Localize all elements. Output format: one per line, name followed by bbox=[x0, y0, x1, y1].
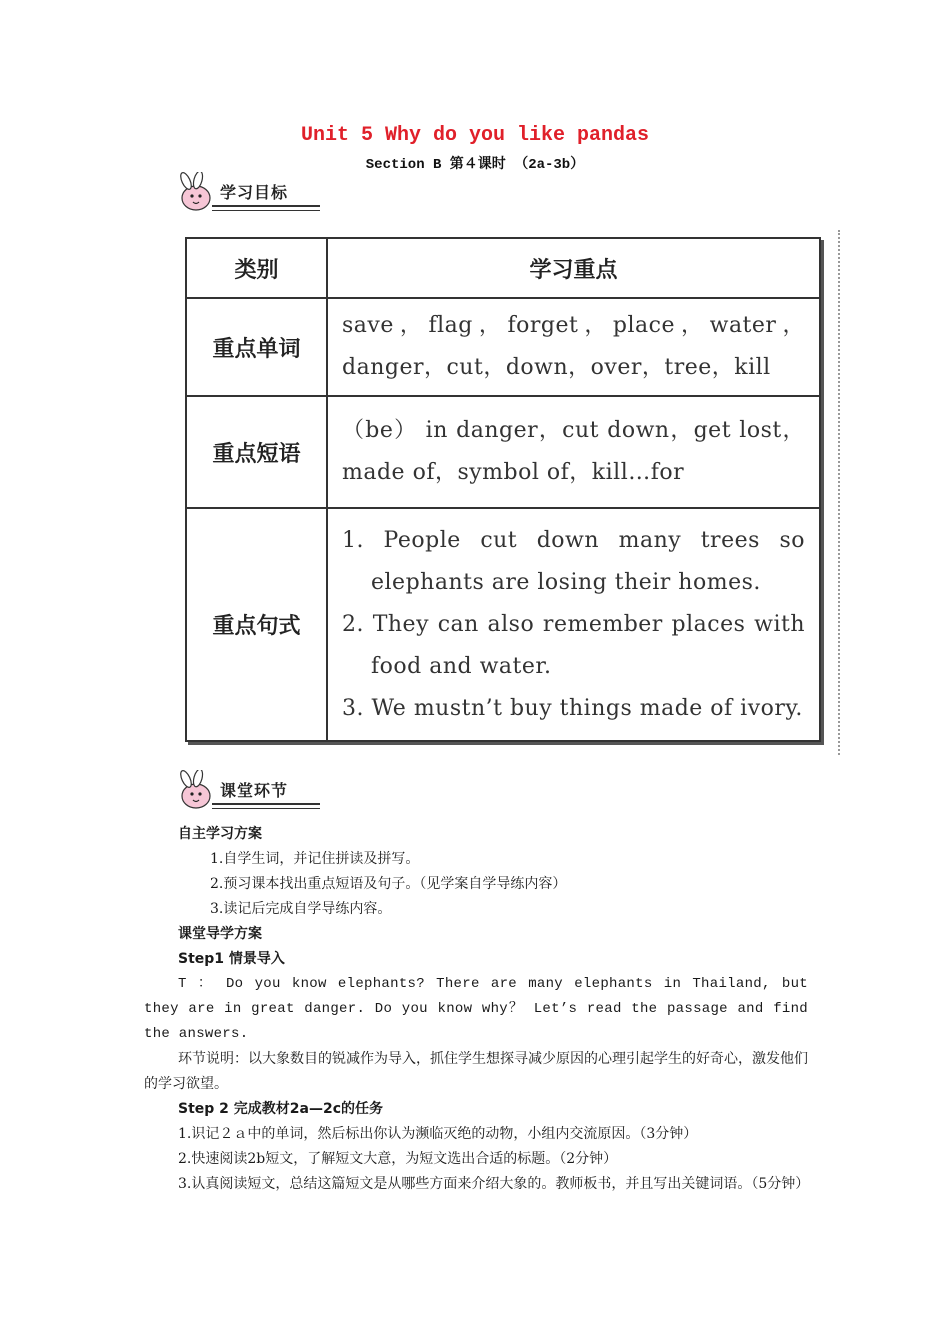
self-study-heading: 自主学习方案 bbox=[178, 826, 262, 842]
row-content-sentences bbox=[327, 508, 820, 741]
document-subtitle: Section B 第４课时 （2a-3b） bbox=[365, 157, 585, 173]
step1-dialogue: T ： Do you know elephants? There are many elephants in Thailand, but they are in great danger. Do you know why？ Let’s read the passage and find the answers. bbox=[144, 976, 808, 1042]
class-procedure-label: 课堂环节 bbox=[220, 781, 289, 800]
badge-underline bbox=[212, 205, 320, 211]
learning-goals-label: 学习目标 bbox=[220, 183, 289, 202]
row-category: 重点短语 bbox=[186, 396, 327, 508]
row-category: 重点句式 bbox=[186, 508, 327, 741]
step1-heading: Step1 情景导入 bbox=[178, 951, 285, 967]
key-sentence: 3. We mustn’t buy things made of ivory. bbox=[342, 695, 803, 721]
list-item: 1.自学生词，并记住拼读及拼写。 bbox=[210, 851, 420, 867]
lesson-plan-body bbox=[144, 822, 808, 1197]
table-row bbox=[186, 396, 820, 508]
list-item: 3.读记后完成自学导练内容。 bbox=[210, 901, 392, 917]
key-points-table bbox=[185, 237, 821, 742]
scan-edge-dots bbox=[838, 230, 842, 755]
list-item: 3.认真阅读短文，总结这篇短文是从哪些方面来介绍大象的。教师板书，并且写出关键词语。（5分钟） bbox=[178, 1176, 810, 1192]
key-sentence: 2. They can also remember places with food and water. bbox=[342, 611, 805, 679]
table-header-category: 类别 bbox=[186, 238, 327, 298]
rabbit-mascot-icon bbox=[172, 770, 214, 810]
list-item: 2.预习课本找出重点短语及句子。（见学案自学导练内容） bbox=[210, 876, 567, 892]
rabbit-mascot-icon bbox=[172, 172, 214, 212]
learning-goals-badge bbox=[172, 172, 320, 212]
list-item: 2.快速阅读2b短文，了解短文大意，为短文选出合适的标题。（2分钟） bbox=[178, 1151, 618, 1167]
row-content-phrases: （be） in danger，cut down，get lost，made of，symbol of，kill…for bbox=[327, 396, 820, 508]
badge-underline bbox=[212, 803, 320, 809]
key-sentence: 1. People cut down many trees so elephants are losing their homes. bbox=[342, 527, 805, 595]
table-row bbox=[186, 298, 820, 396]
list-item: 1.识记２ａ中的单词，然后标出你认为濒临灭绝的动物，小组内交流原因。（3分钟） bbox=[178, 1126, 698, 1142]
row-content-words: save，flag，forget，place，water，danger，cut，down，over，tree，kill bbox=[327, 298, 820, 396]
document-title: Unit 5 Why do you like pandas bbox=[300, 124, 650, 147]
step1-note: 环节说明：以大象数目的锐减作为导入，抓住学生想探寻减少原因的心理引起学生的好奇心，激发他们的学习欲望。 bbox=[144, 1051, 808, 1092]
step2-heading: Step 2 完成教材2a—2c的任务 bbox=[178, 1101, 384, 1117]
table-header-focus: 学习重点 bbox=[327, 238, 820, 298]
row-category: 重点单词 bbox=[186, 298, 327, 396]
guide-heading: 课堂导学方案 bbox=[178, 926, 262, 942]
table-row bbox=[186, 508, 820, 741]
class-procedure-badge bbox=[172, 770, 320, 810]
